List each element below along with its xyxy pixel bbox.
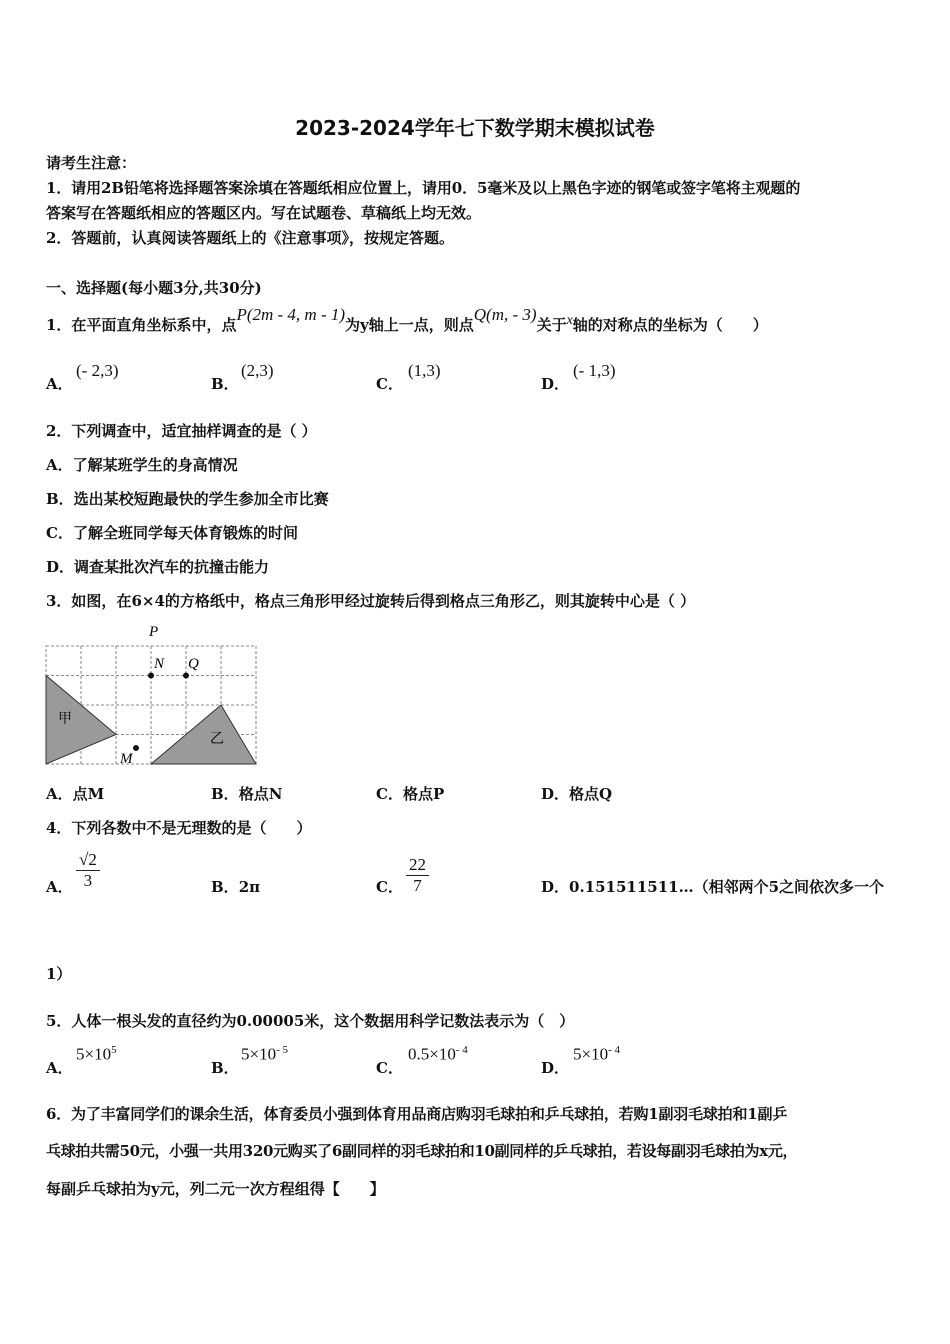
q5-option-a-value: $5\times 10^5$ <box>76 1044 117 1064</box>
q3-option-d: D．格点Q <box>541 785 613 803</box>
q5-option-d-label: D． <box>541 1059 570 1077</box>
q3-option-c: C．格点P <box>376 785 445 803</box>
section-heading: 一、选择题(每小题3分,共30分) <box>46 279 262 297</box>
q1-post-b: 轴的对称点的坐标为（ ） <box>572 316 768 334</box>
q3-option-b: B．格点N <box>211 785 283 803</box>
q1-post-a: 关于 <box>536 316 567 334</box>
page-title: 2023-2024学年七下数学期末模拟试卷 <box>295 116 655 140</box>
label-yi: 乙 <box>210 731 224 747</box>
q5-option-c-value: $0.5\times 10^{- 4}$ <box>408 1044 468 1064</box>
q1-option-c-value: (1,3) <box>408 361 441 380</box>
q3-stem: 3．如图，在6×4的方格纸中，格点三角形甲经过旋转后得到格点三角形乙，则其旋转中心是（ ） <box>46 592 696 610</box>
q6-line-3: 每副乒乓球拍为y元，列二元一次方程组得【 】 <box>46 1180 385 1198</box>
q1-option-d-value: (- 1,3) <box>573 361 616 380</box>
point-n-dot <box>148 673 154 679</box>
q1-option-d: D． <box>541 375 570 393</box>
point-m-dot <box>133 745 139 751</box>
q5-option-c-label: C． <box>376 1059 403 1077</box>
q1-pre: 1．在平面直角坐标系中，点 <box>46 316 237 334</box>
notice-line-2: 答案写在答题纸相应的答题区内。写在试题卷、草稿纸上均无效。 <box>46 204 482 222</box>
q4-option-c-label: C． <box>376 878 403 896</box>
q1-option-a: A． <box>46 375 73 393</box>
notice-line-1: 1．请用2B铅笔将选择题答案涂填在答题纸相应位置上，请用0．5毫米及以上黑色字迹的钢笔或签字笔将主观题的 <box>46 179 801 197</box>
q1-option-c: C． <box>376 375 403 393</box>
q5-option-b-label: B． <box>211 1059 239 1077</box>
notice-heading: 请考生注意： <box>46 154 137 172</box>
q5-option-d-value: $5\times 10^{- 4}$ <box>573 1044 621 1064</box>
q5-stem: 5．人体一根头发的直径约为0.00005米，这个数据用科学记数法表示为（ ） <box>46 1012 575 1030</box>
label-p: P <box>149 624 159 640</box>
q4-option-d: D．0.151511511…（相邻两个5之间依次多一个 <box>541 878 885 896</box>
q4-option-d-continued: 1） <box>46 965 72 983</box>
q1-mid: 为y轴上一点，则点 <box>345 316 474 334</box>
q2-option-a: A．了解某班学生的身高情况 <box>46 456 238 474</box>
q4-option-c-fraction: $\frac{22}{7}$ <box>406 855 429 896</box>
q1-point-q: Q(m, - 3) <box>473 305 537 324</box>
q3-grid-figure <box>40 620 264 772</box>
q2-option-c: C．了解全班同学每天体育锻炼的时间 <box>46 524 298 542</box>
q1-option-b-value: (2,3) <box>241 361 274 380</box>
q2-stem: 2．下列调查中，适宜抽样调查的是（ ） <box>46 422 317 440</box>
q4-option-b: B．2π <box>211 878 261 896</box>
label-n: N <box>154 656 165 672</box>
q5-option-b-value: $5\times 10^{- 5}$ <box>241 1044 289 1064</box>
q1-option-a-value: (- 2,3) <box>76 361 119 380</box>
label-m: M <box>120 751 133 767</box>
notice-line-3: 2．答题前，认真阅读答题纸上的《注意事项》，按规定答题。 <box>46 229 454 247</box>
q4-option-a-fraction: $\frac{√2}{3}$ <box>76 850 100 891</box>
q5-option-a-label: A． <box>46 1059 73 1077</box>
q1-point-p: P(2m - 4, m - 1) <box>236 305 346 324</box>
q2-option-d: D．调查某批次汽车的抗撞击能力 <box>46 558 270 576</box>
label-q: Q <box>188 656 199 672</box>
q3-option-a: A．点M <box>46 785 105 803</box>
q6-line-2: 乓球拍共需50元，小强一共用320元购买了6副同样的羽毛球拍和10副同样的乒乓球拍，若设每副羽毛球拍为x元， <box>46 1142 798 1160</box>
q4-option-a-label: A． <box>46 878 73 896</box>
label-jia: 甲 <box>58 711 72 727</box>
q2-option-b: B．选出某校短跑最快的学生参加全市比赛 <box>46 490 329 508</box>
q1-axis: x <box>566 313 573 328</box>
q1-option-b: B． <box>211 375 239 393</box>
q1-stem <box>46 305 768 335</box>
q6-line-1: 6．为了丰富同学们的课余生活，体育委员小强到体育用品商店购羽毛球拍和乒乓球拍，若购1副羽毛球拍和1副乒 <box>46 1105 788 1123</box>
q4-stem: 4．下列各数中不是无理数的是（ ） <box>46 819 312 837</box>
point-q-dot <box>183 673 189 679</box>
